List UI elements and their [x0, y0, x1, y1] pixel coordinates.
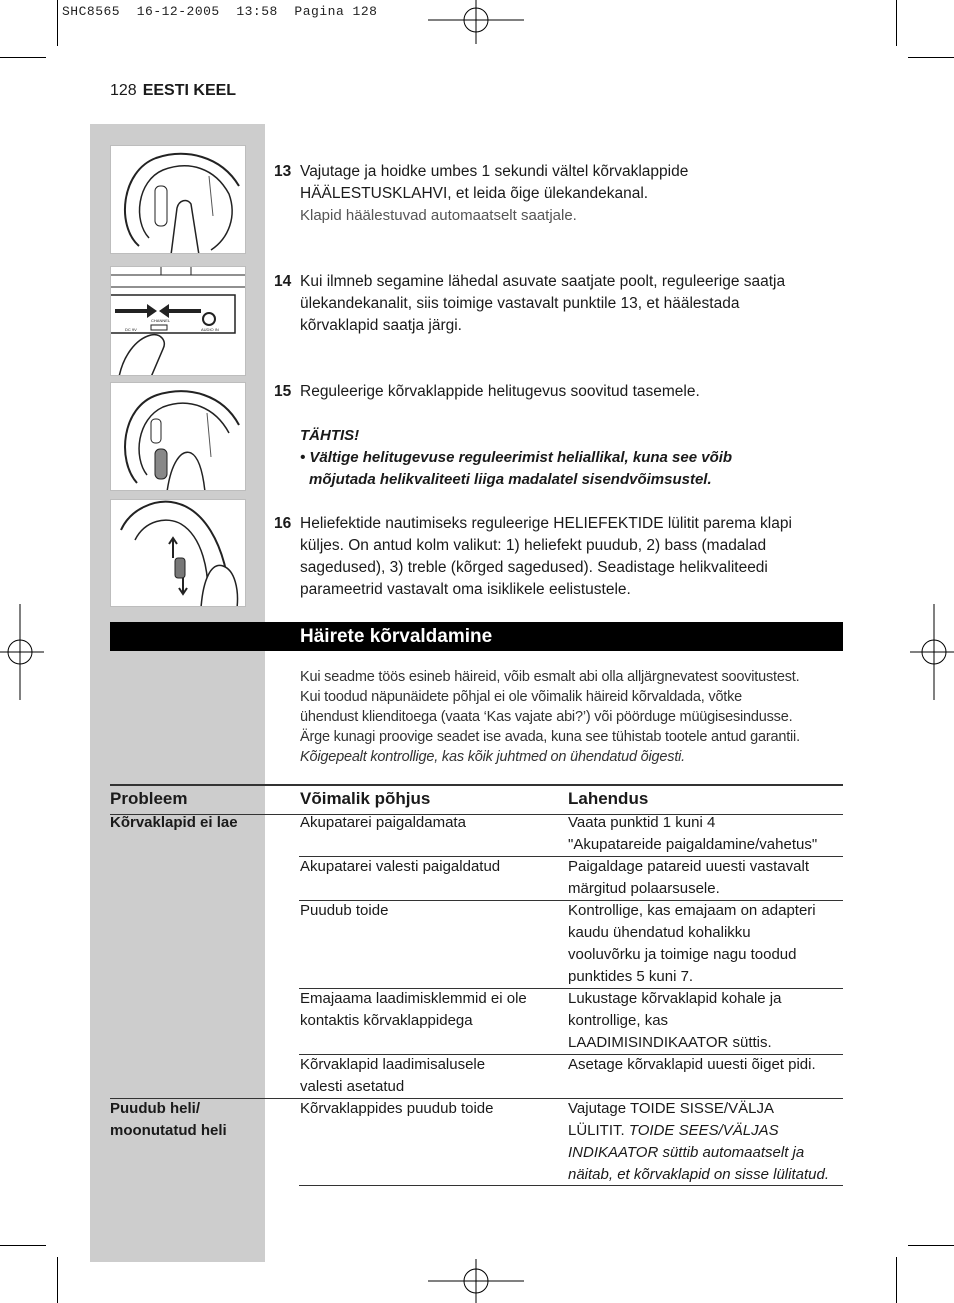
header-cause: Võimalik põhjus — [300, 789, 431, 808]
page-number: 128 — [110, 82, 137, 99]
solution-line: Vajutage TOIDE SISSE/VÄLJA — [568, 1100, 774, 1117]
solution-cell — [568, 812, 817, 856]
warning-line: • Vältige helitugevuse reguleerimist heliallikal, kuna see võib — [300, 449, 733, 466]
cause-line: kontaktis kõrvaklappidega — [300, 1012, 473, 1029]
solution-line: kaudu ühendatud kohalikku — [568, 924, 751, 941]
cause-cell — [300, 812, 466, 834]
intro-line: ühendust klienditoega (vaata ‘Kas vajate abi?’) või pöörduge müügisesindusse. — [300, 709, 793, 725]
solution-line: Vaata punktid 1 kuni 4 — [568, 814, 716, 831]
solution-line: "Akupatareide paigaldamine/vahetus" — [568, 836, 818, 853]
solution-cell — [568, 856, 809, 900]
step-15 — [274, 381, 834, 403]
cause-line: Kõrvaklapid laadimisalusele — [300, 1056, 486, 1073]
solution-line — [568, 1120, 829, 1142]
cause-cell — [300, 856, 500, 878]
solution-line: punktides 5 kuni 7. — [568, 968, 694, 985]
cause-cell — [300, 900, 388, 922]
step-number: 15 — [274, 383, 292, 400]
transmitter-channel-switch-illustration — [110, 266, 246, 376]
language-title: EESTI KEEL — [142, 82, 237, 99]
step-number: 16 — [274, 515, 292, 532]
cause-line: Kõrvaklappides puudub toide — [300, 1100, 494, 1117]
intro-line: Ärge kunagi proovige seadet ise avada, kuna see tühistab tootele antud garantii. — [300, 729, 800, 745]
step-text-line: Vajutage ja hoidke umbes 1 sekundi vältel kõrvaklappide — [300, 163, 689, 180]
registration-mark-right — [910, 604, 954, 700]
cause-cell — [300, 1098, 493, 1120]
solution-text: LÜLITIT. — [568, 1122, 625, 1139]
cause-cell — [300, 988, 527, 1032]
solution-cell — [568, 988, 781, 1054]
warning-box — [300, 425, 840, 491]
step-text-line: HÄÄLESTUSKLAHVI, et leida õige ülekandekanal. — [300, 185, 649, 202]
step-16 — [274, 513, 834, 601]
step-text-line: küljes. On antud kolm valikut: 1) heliefekt puudub, 2) bass (madalad — [300, 537, 767, 554]
solution-italic-text: TOIDE SEES/VÄLJAS — [624, 1122, 779, 1139]
audio-in-label: AUDIO IN — [201, 327, 219, 332]
cause-line: Akupatarei paigaldamata — [300, 814, 466, 831]
step-text-line: Heliefektide nautimiseks reguleerige HELIEFEKTIDE lülitit parema klapi — [300, 515, 792, 532]
solution-line: Paigaldage patareid uuesti vastavalt — [568, 858, 809, 875]
step-note: Klapid häälestuvad automaatselt saatjale. — [300, 207, 577, 224]
solution-cell — [568, 1054, 816, 1076]
solution-italic-line: INDIKAATOR süttib automaatselt ja — [568, 1144, 805, 1161]
warning-title: TÄHTIS! — [300, 427, 360, 444]
table-top-rule — [110, 784, 843, 786]
header-solution: Lahendus — [568, 789, 649, 808]
print-slug: SHC8565 16-12-2005 13:58 Pagina 128 — [62, 4, 378, 19]
registration-mark-left — [0, 604, 44, 700]
step-text-line: Kui ilmneb segamine lähedal asuvate saatjate poolt, reguleerige saatja — [300, 273, 786, 290]
solution-line: märgitud polaarsusele. — [568, 880, 720, 897]
section-title: Häirete kõrvaldamine — [300, 626, 493, 647]
problem-label — [110, 1098, 227, 1142]
step-text-line: sagedused), 3) treble (kõrged sagedused). Seadistage helikvaliteedi — [300, 559, 768, 576]
problem-label: Kõrvaklapid ei lae — [110, 814, 238, 831]
cause-line: valesti asetatud — [300, 1078, 405, 1095]
step-text-line: Reguleerige kõrvaklappide helitugevus soovitud tasemele. — [300, 383, 700, 400]
step-text-line: parameetrid vastavalt oma isiklikele eelistustele. — [300, 581, 631, 598]
channel-label: CHANNEL — [151, 318, 171, 323]
warning-line: mõjutada helikvaliteeti liiga madalatel sisendvõimsustel. — [309, 471, 712, 488]
cause-line: Puudub toide — [300, 902, 389, 919]
registration-mark-bottom — [428, 1259, 524, 1303]
headphone-tuning-key-illustration — [110, 145, 246, 254]
solution-italic-line: näitab, et kõrvaklapid on sisse lülitatud. — [568, 1166, 829, 1183]
table-bottom-rule — [299, 1185, 843, 1186]
solution-cell — [568, 1098, 829, 1186]
cause-cell — [300, 1054, 485, 1098]
headphone-sound-effect-switch-illustration — [110, 499, 246, 607]
solution-line: Kontrollige, kas emajaam on adapteri — [568, 902, 816, 919]
solution-line: LAADIMISINDIKAATOR süttis. — [568, 1034, 772, 1051]
dc-label: DC 9V — [125, 327, 137, 332]
intro-italic-line: Kõigepealt kontrollige, kas kõik juhtmed on ühendatud õigesti. — [300, 749, 685, 765]
registration-mark-top — [428, 0, 524, 44]
cause-line: Emajaama laadimisklemmid ei ole — [300, 990, 527, 1007]
step-14 — [274, 271, 834, 337]
solution-cell — [568, 900, 816, 988]
intro-line: Kui toodud näpunäidete põhjal ei ole võimalik häireid kõrvaldada, võtke — [300, 689, 743, 705]
cause-line: Akupatarei valesti paigaldatud — [300, 858, 501, 875]
step-number: 14 — [274, 273, 292, 290]
intro-line: Kui seadme töös esineb häireid, võib esmalt abi olla alljärgnevatest soovitustest. — [300, 669, 800, 685]
solution-line: Asetage kõrvaklapid uuesti õiget pidi. — [568, 1056, 816, 1073]
problem-line: moonutatud heli — [110, 1122, 227, 1139]
step-number: 13 — [274, 163, 292, 180]
solution-line: Lukustage kõrvaklapid kohale ja — [568, 990, 782, 1007]
header-problem: Probleem — [110, 789, 188, 808]
problem-line: Puudub heli/ — [110, 1100, 200, 1117]
step-text-line: kõrvaklapid saatja järgi. — [300, 317, 462, 334]
step-text-line: ülekandekanalit, siis toimige vastavalt punktile 13, et häälestada — [300, 295, 740, 312]
solution-line: kontrollige, kas — [568, 1012, 669, 1029]
headphone-volume-illustration — [110, 382, 246, 491]
section-intro — [300, 667, 845, 767]
solution-line: vooluvõrku ja toimige nagu toodud — [568, 946, 797, 963]
page-header — [110, 82, 236, 100]
step-13 — [274, 161, 834, 227]
